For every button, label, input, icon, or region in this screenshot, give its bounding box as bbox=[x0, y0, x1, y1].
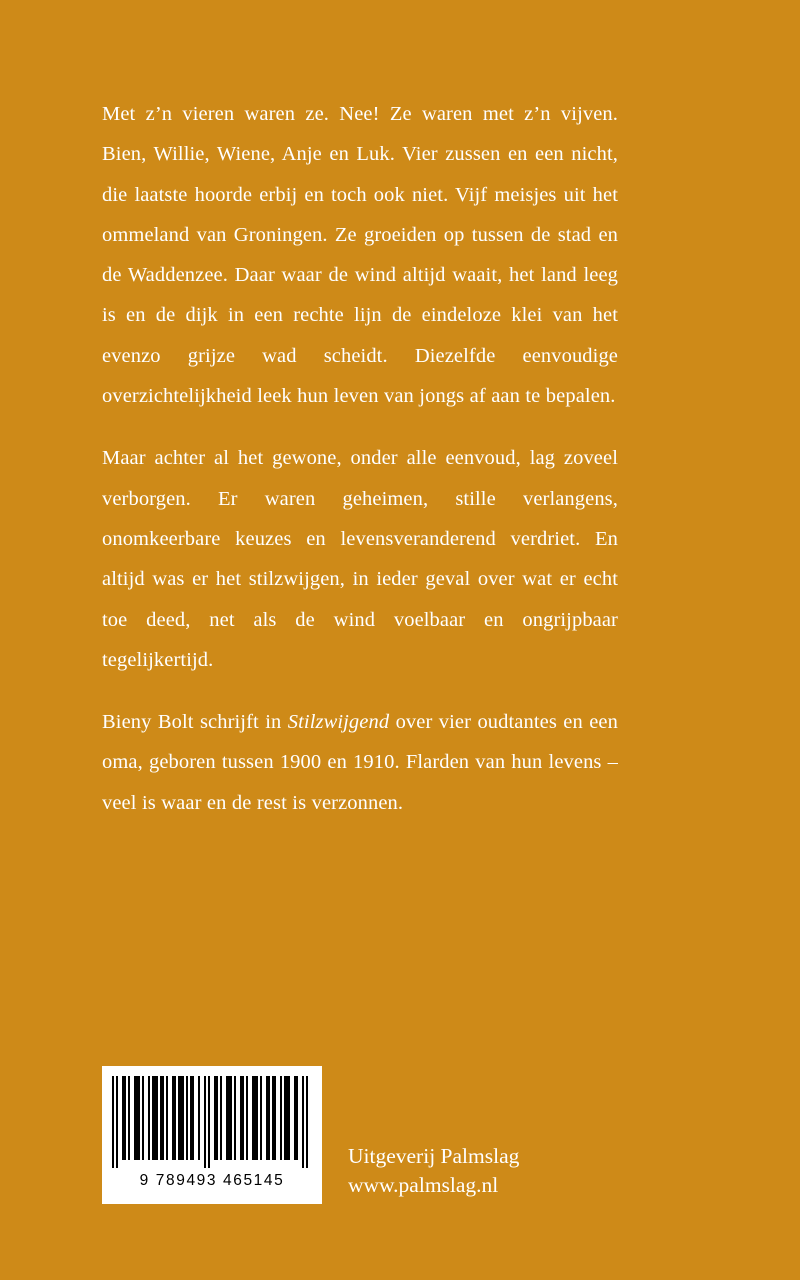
blurb-text-block bbox=[102, 94, 618, 823]
blurb-paragraph-1: Met z’n vieren waren ze. Nee! Ze waren met z’n vijven. Bien, Willie, Wiene, Anje en Luk. Vier zussen en een nicht, die laatste hoorde erbij en toch ook niet. Vijf meisjes uit het ommeland van Groningen. Ze groeiden op tussen de stad en de Waddenzee. Daar waar de wind altijd waait, het land leeg is en de dijk in een rechte lijn de eindeloze klei van het evenzo grijze wad scheidt. Diezelfde eenvoudige overzichtelijkheid leek hun leven van jongs af aan te bepalen. bbox=[102, 103, 618, 408]
blurb-paragraph-3-lead: Bieny Bolt schrijft in bbox=[102, 711, 288, 734]
barcode bbox=[102, 1066, 322, 1204]
publisher-url[interactable]: www.palmslag.nl bbox=[348, 1173, 499, 1197]
blurb-paragraph-3-tail: over vier oudtantes en een oma, geboren tussen 1900 en 1910. Flarden van hun levens – veel is waar en de rest is verzonnen. bbox=[102, 711, 618, 814]
blurb-paragraph-3 bbox=[102, 702, 618, 823]
blurb-paragraph-2: Maar achter al het gewone, onder alle eenvoud, lag zoveel verborgen. Er waren geheimen, stille verlangens, onomkeerbare keuzes en levensveranderend verdriet. En altijd was er het stilzwijgen, in ieder geval over wat er echt toe deed, net als de wind voelbaar en ongrijpbaar tegelijkertijd. bbox=[102, 447, 618, 671]
barcode-bars-icon bbox=[112, 1076, 312, 1168]
publisher-info bbox=[348, 1142, 519, 1200]
book-title-italic: Stilzwijgend bbox=[287, 711, 390, 734]
cover-footer bbox=[102, 1066, 702, 1206]
barcode-digits: 9 789493 465145 bbox=[139, 1172, 285, 1189]
publisher-name: Uitgeverij Palmslag bbox=[348, 1144, 520, 1168]
